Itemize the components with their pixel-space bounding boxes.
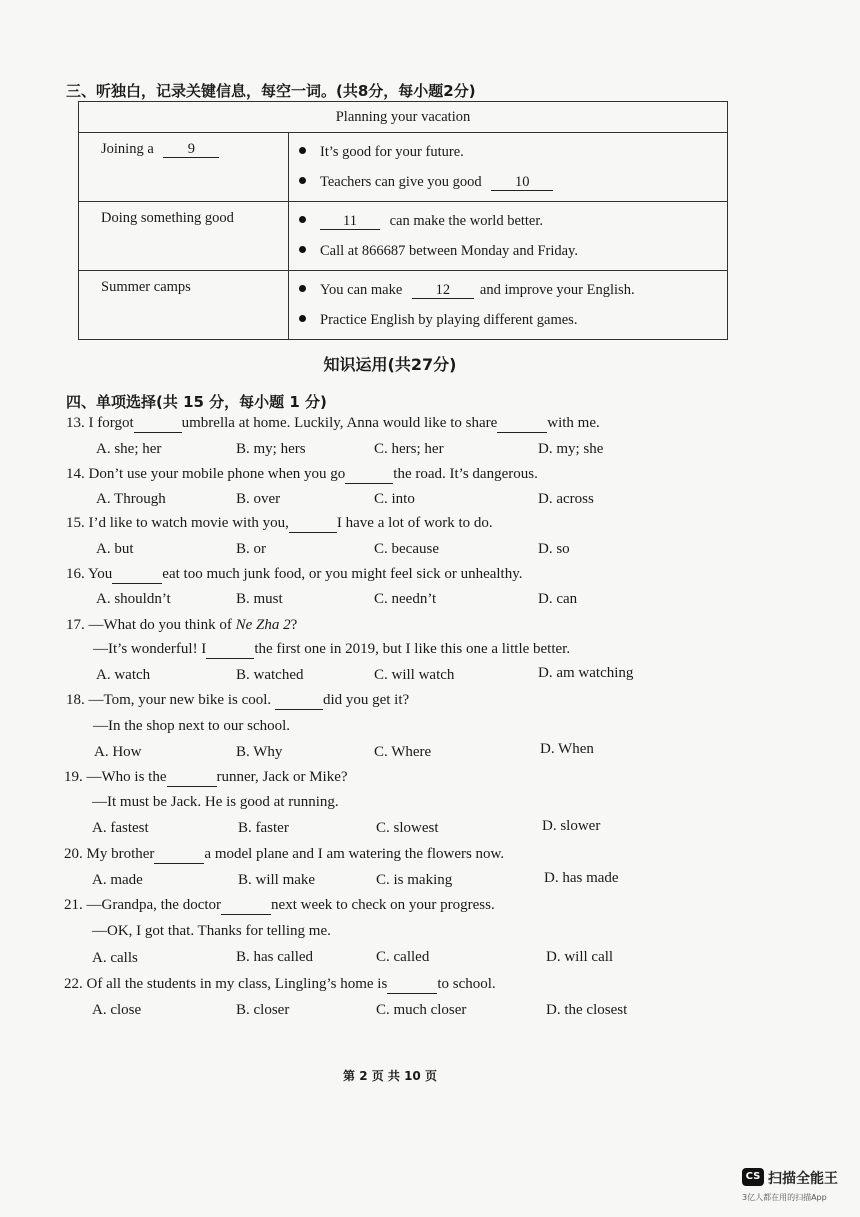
watermark-brand: 扫描全能王 (768, 1171, 838, 1187)
option-a[interactable]: A. she; her (96, 441, 162, 457)
option-c[interactable]: C. called (376, 949, 430, 965)
question-22: 22. Of all the students in my class, Lingling’s home is to school. (64, 976, 496, 992)
bullet-icon (299, 216, 306, 223)
answer-blank[interactable] (387, 976, 437, 994)
option-a[interactable]: A. Through (96, 491, 166, 507)
table-row (79, 133, 728, 202)
answer-blank[interactable] (275, 692, 323, 710)
answer-blank[interactable] (134, 415, 182, 433)
option-b[interactable]: B. will make (238, 872, 316, 888)
option-c[interactable]: C. into (374, 491, 415, 507)
question-16: 16. You eat too much junk food, or you might feel sick or unhealthy. (66, 566, 523, 582)
row-label: Doing something good (79, 202, 289, 271)
question-21-line2: —OK, I got that. Thanks for telling me. (92, 923, 331, 939)
bullet-item: 11 can make the world better. (299, 206, 727, 236)
option-a[interactable]: A. close (92, 1002, 142, 1018)
part-title: 知识运用(共27分) (323, 355, 457, 374)
answer-blank-12[interactable]: 12 (412, 282, 474, 299)
option-d[interactable]: D. so (538, 541, 570, 557)
answer-blank[interactable] (221, 897, 271, 915)
option-b[interactable]: B. my; hers (236, 441, 306, 457)
option-c[interactable]: C. hers; her (374, 441, 444, 457)
vacation-planning-table (78, 101, 728, 340)
question-17: 17. —What do you think of Ne Zha 2? (66, 617, 298, 633)
question-21: 21. —Grandpa, the doctor next week to check on your progress. (64, 897, 495, 913)
option-c[interactable]: C. is making (376, 872, 453, 888)
option-c[interactable]: C. needn’t (374, 591, 437, 607)
bullet-icon (299, 246, 306, 253)
option-a[interactable]: A. fastest (92, 820, 149, 836)
answer-blank[interactable] (154, 846, 204, 864)
option-b[interactable]: B. has called (236, 949, 314, 965)
answer-blank[interactable] (112, 566, 162, 584)
option-c[interactable]: C. will watch (374, 667, 455, 683)
page-number: 第 2 页 共 10 页 (343, 1069, 437, 1083)
option-a[interactable]: A. but (96, 541, 134, 557)
bullet-icon (299, 315, 306, 322)
question-18: 18. —Tom, your new bike is cool. did you get it? (66, 692, 410, 708)
table-row (79, 202, 728, 271)
option-a[interactable]: A. made (92, 872, 143, 888)
answer-blank-11[interactable]: 11 (320, 213, 380, 230)
bullet-item: You can make 12 and improve your English. (299, 275, 727, 305)
option-b[interactable]: B. or (236, 541, 266, 557)
answer-blank-9[interactable]: 9 (163, 141, 219, 158)
question-17-line2: —It’s wonderful! I the first one in 2019, but I like this one a little better. (93, 641, 571, 657)
bullet-item: Teachers can give you good 10 (299, 167, 727, 197)
section4-heading: 四、单项选择(共 15 分，每小题 1 分) (66, 393, 327, 411)
answer-blank[interactable] (167, 769, 217, 787)
option-b[interactable]: B. over (236, 491, 281, 507)
option-c[interactable]: C. slowest (376, 820, 439, 836)
option-d[interactable]: D. can (538, 591, 578, 607)
question-14: 14. Don’t use your mobile phone when you go the road. It’s dangerous. (66, 466, 538, 482)
option-d[interactable]: D. will call (546, 949, 614, 965)
option-d[interactable]: D. has made (544, 870, 619, 886)
option-d[interactable]: D. When (540, 741, 594, 757)
answer-blank[interactable] (497, 415, 547, 433)
option-d[interactable]: D. the closest (546, 1002, 628, 1018)
option-c[interactable]: C. Where (374, 744, 432, 760)
option-c[interactable]: C. because (374, 541, 439, 557)
bullet-item: It’s good for your future. (299, 137, 727, 167)
row-label: Joining a 9 (79, 133, 289, 202)
row-label: Summer camps (79, 271, 289, 340)
answer-blank[interactable] (345, 466, 393, 484)
watermark-tagline: 3亿人都在用的扫描App (742, 1193, 827, 1202)
answer-blank[interactable] (289, 515, 337, 533)
bullet-icon (299, 147, 306, 154)
option-d[interactable]: D. my; she (538, 441, 604, 457)
option-a[interactable]: A. calls (92, 950, 138, 966)
option-b[interactable]: B. closer (236, 1002, 290, 1018)
question-20: 20. My brother a model plane and I am watering the flowers now. (64, 846, 505, 862)
bullet-item: Call at 866687 between Monday and Friday. (299, 236, 727, 266)
bullet-item: Practice English by playing different games. (299, 305, 727, 335)
option-b[interactable]: B. Why (236, 744, 283, 760)
option-a[interactable]: A. shouldn’t (96, 591, 171, 607)
bullet-icon (299, 177, 306, 184)
table-title: Planning your vacation (79, 102, 728, 133)
option-d[interactable]: D. slower (542, 818, 601, 834)
question-19: 19. —Who is the runner, Jack or Mike? (64, 769, 348, 785)
option-b[interactable]: B. faster (238, 820, 289, 836)
question-19-line2: —It must be Jack. He is good at running. (92, 794, 339, 810)
question-18-line2: —In the shop next to our school. (93, 718, 291, 734)
table-row (79, 271, 728, 340)
answer-blank-10[interactable]: 10 (491, 174, 553, 191)
option-d[interactable]: D. across (538, 491, 594, 507)
option-a[interactable]: A. watch (96, 667, 151, 683)
answer-blank[interactable] (206, 641, 254, 659)
bullet-icon (299, 285, 306, 292)
option-b[interactable]: B. must (236, 591, 283, 607)
section3-heading: 三、听独白，记录关键信息，每空一词。(共8分，每小题2分) (66, 82, 476, 100)
option-b[interactable]: B. watched (236, 667, 304, 683)
question-13: 13. I forgot umbrella at home. Luckily, Anna would like to share with me. (66, 415, 600, 431)
option-c[interactable]: C. much closer (376, 1002, 467, 1018)
question-15: 15. I’d like to watch movie with you, I have a lot of work to do. (66, 515, 493, 531)
option-a[interactable]: A. How (94, 744, 142, 760)
option-d[interactable]: D. am watching (538, 665, 634, 681)
camscanner-logo-icon: CS (742, 1168, 764, 1186)
